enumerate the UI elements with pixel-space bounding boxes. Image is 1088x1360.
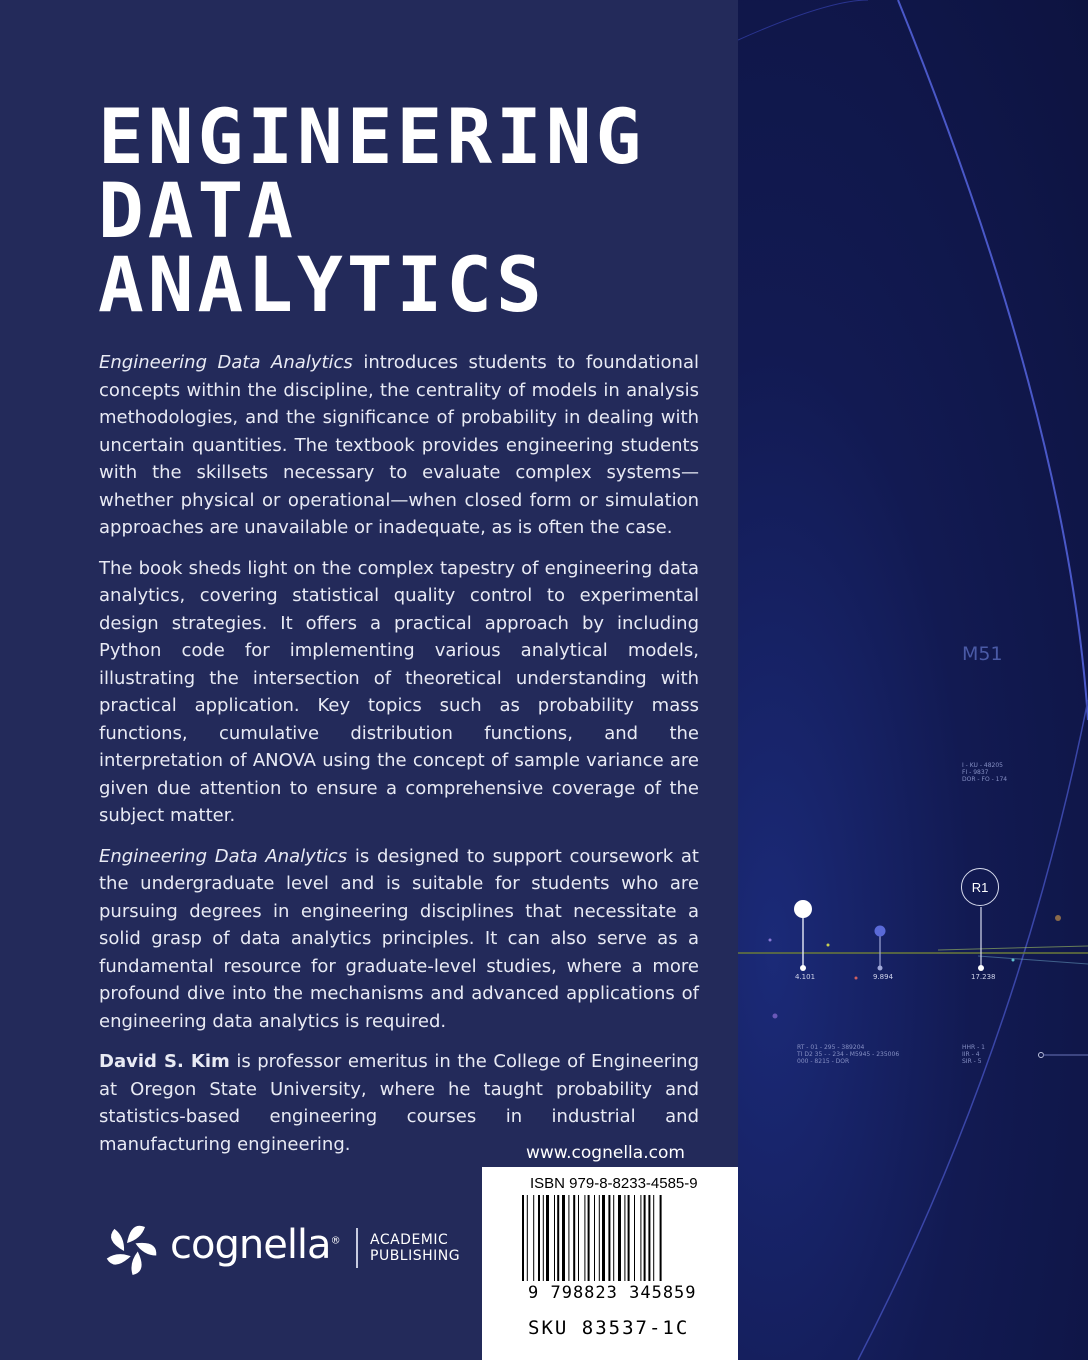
book-title: [98, 92, 718, 329]
barcode-bar: [634, 1195, 635, 1281]
barcode-bar: [653, 1195, 654, 1281]
book-title-italic: Engineering Data Analytics: [99, 845, 348, 867]
description-paragraph-2: The book sheds light on the complex tapestry of engineering data analytics, covering statistical quality control to experimental design strategies. It offers a practical approach by including Python code for implementing various analytical models, illustrating the intersection of theoretical understanding with practical application. Key topics such as probability mass functions, cumulative distribution functions, and the interpretation of ANOVA using the concept of sample variance are given due attention to ensure a comprehensive coverage of the subject matter.: [99, 557, 699, 826]
barcode-bar: [546, 1195, 549, 1281]
node-1-value: 4.101: [795, 973, 816, 981]
description-paragraph-3: [99, 843, 699, 1036]
dot: [773, 1014, 778, 1019]
decorative-space-panel: [738, 0, 1088, 1360]
barcode-bar: [624, 1195, 625, 1281]
data-line-glow-2: [978, 956, 1088, 964]
barcode-bar: [584, 1195, 585, 1281]
barcode-bar: [602, 1195, 605, 1281]
barcode-digits: 9 798823 345859: [528, 1283, 697, 1303]
node-2: [875, 926, 886, 937]
academic-publishing-label: ACADEMIC PUBLISHING: [370, 1232, 461, 1264]
barcode-bar: [588, 1195, 590, 1281]
orbit-arc-lower: [858, 700, 1088, 1360]
barcode-bar: [613, 1195, 614, 1281]
barcode-bar: [554, 1195, 555, 1281]
tiny-note-1: I - KU - 48205 FI - 9837 DOR - FO - 174: [962, 762, 1008, 783]
barcode-bar: [578, 1195, 579, 1281]
barcode-bar: [573, 1195, 575, 1281]
orbit-arc-corner: [738, 0, 868, 40]
paragraph-text: is designed to support coursework at the undergraduate level and is suitable for students who are pursuing degrees in engineering disciplines that necessitate a solid grasp of data analytics principles. It can also serve as a fundamental resource for graduate-level studies, where a more profound dive into the mechanisms and advanced applications of engineering data analytics is required.: [99, 845, 699, 1032]
dot: [769, 939, 772, 942]
barcode-bar: [527, 1195, 528, 1281]
barcode-box: [482, 1167, 738, 1360]
publisher-logo: [100, 1218, 480, 1278]
r1-node-label: R1: [961, 868, 999, 906]
node-2-base: [878, 966, 883, 971]
barcode-bar: [640, 1195, 641, 1281]
barcode-bar: [562, 1195, 565, 1281]
node-3-value: 17.238: [971, 973, 996, 981]
paragraph-text: introduces students to foundational concepts within the discipline, the centrality of models in analysis methodologies, and the significance of probability in dealing with uncertain quantities. The textbook provides engineering students with the skillsets necessary to evaluate complex systems—whether physical or operational—when closed form or simulation approaches are unavailable or inadequate, as is often the case.: [99, 352, 699, 538]
cognella-flower-icon: [100, 1218, 162, 1280]
paragraph-text: is professor emeritus in the College of Engineering at Oregon State University, where he taught probability and statistics-based engineering courses in industrial and manufacturing engineering.: [99, 1051, 700, 1155]
dot: [855, 977, 858, 980]
barcode-bar: [599, 1195, 600, 1281]
data-line-glow: [938, 946, 1088, 950]
cognella-wordmark: cognella®: [170, 1222, 340, 1268]
dot: [1055, 915, 1061, 921]
orbit-arc-outer: [898, 0, 1088, 720]
dot: [1012, 959, 1015, 962]
logo-divider: [356, 1228, 358, 1268]
book-description: [99, 349, 699, 1171]
description-paragraph-1: [99, 349, 699, 542]
title-line-3: ANALYTICS: [98, 240, 546, 329]
barcode-bar: [618, 1195, 621, 1281]
barcode-bar: [557, 1195, 559, 1281]
barcode-bar: [648, 1195, 650, 1281]
sku-number: SKU 83537-1C: [528, 1317, 690, 1339]
node-2-value: 9.894: [873, 973, 894, 981]
barcode-bar: [660, 1195, 662, 1281]
node-1-base: [800, 965, 806, 971]
title-line-2: DATA: [98, 166, 298, 255]
author-name: David S. Kim: [99, 1051, 230, 1072]
barcode-bar: [594, 1195, 595, 1281]
dot: [1039, 1053, 1044, 1058]
author-bio: [99, 1048, 699, 1158]
barcode-bar: [644, 1195, 646, 1281]
barcode-bar: [522, 1195, 524, 1281]
barcode-bar: [608, 1195, 610, 1281]
isbn-number: ISBN 979-8-8233-4585-9: [530, 1175, 698, 1192]
dot: [827, 944, 830, 947]
barcode-bar: [533, 1195, 534, 1281]
tiny-note-3: HHR - 1 IIR - 4 SIR - 5: [962, 1044, 985, 1065]
barcode-bar: [568, 1195, 569, 1281]
barcode-bar: [538, 1195, 540, 1281]
book-title-italic: Engineering Data Analytics: [99, 352, 353, 373]
m51-label: M51: [962, 643, 1003, 665]
publisher-url[interactable]: www.cognella.com: [526, 1143, 685, 1163]
node-1: [794, 900, 812, 918]
barcode-icon: [522, 1195, 698, 1287]
node-3-base: [978, 965, 984, 971]
tiny-note-2: RT - 01 - 295 - 389204 TI D2 35 - - 234 - M5945 - 235006 000 - 8215 - DOR: [797, 1044, 900, 1065]
barcode-bar: [543, 1195, 544, 1281]
barcode-bar: [628, 1195, 630, 1281]
title-line-1: ENGINEERING: [98, 92, 646, 181]
orbit-graphic: [738, 0, 1088, 1360]
